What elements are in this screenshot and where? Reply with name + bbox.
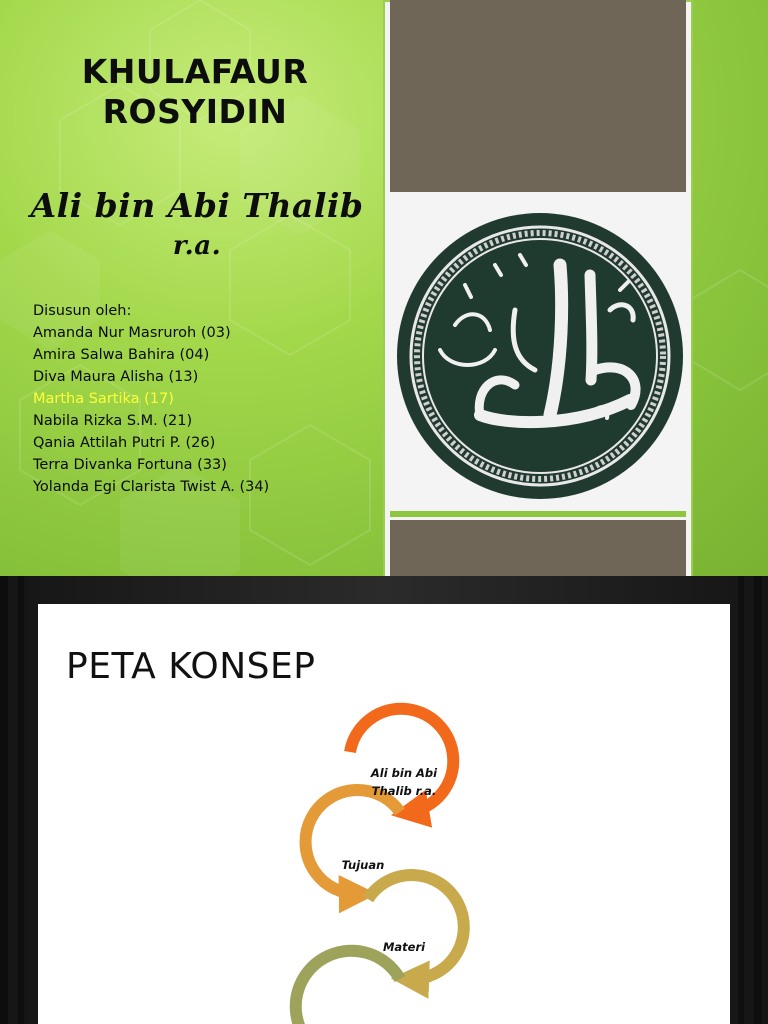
- calligraphy-medallion-image: [395, 210, 685, 505]
- author-heading: Disusun oleh:: [33, 303, 132, 319]
- author-item: Amira Salwa Bahira (04): [33, 347, 210, 363]
- concept-map-slide: [0, 576, 768, 1024]
- concept-node-label-2: Tujuan: [341, 858, 385, 872]
- author-item: Yolanda Egi Clarista Twist A. (34): [33, 479, 270, 495]
- slide-subtitle: [8, 186, 386, 266]
- author-item: Nabila Rizka S.M. (21): [33, 413, 193, 429]
- slide-subtitle-line2: r.a.: [172, 231, 222, 261]
- slide-subtitle-line1: Ali bin Abi Thalib: [30, 186, 364, 225]
- author-item: Diva Maura Alisha (13): [33, 369, 199, 385]
- slide-content-panel: [38, 604, 730, 1024]
- concept-node-label-1: Ali bin Abi Thalib r.a.: [370, 766, 438, 798]
- concept-flow-diagram: [38, 604, 730, 1024]
- slide-title-line1: KHULAFAUR: [81, 52, 309, 91]
- author-item: Qania Attilah Putri P. (26): [33, 435, 216, 451]
- concept-node-arc-4: [296, 951, 400, 1024]
- author-item-highlighted: Martha Sartika (17): [33, 391, 174, 407]
- slide-title: [20, 52, 370, 132]
- author-item: Amanda Nur Masruroh (03): [33, 325, 231, 341]
- author-list: [33, 300, 269, 498]
- picture-frame-top-block: [390, 0, 686, 192]
- author-item: Terra Divanka Fortuna (33): [33, 457, 227, 473]
- picture-frame-accent-line: [390, 511, 686, 517]
- concept-node-label-3: Materi: [382, 940, 426, 954]
- slide-title-line2: ROSYIDIN: [102, 92, 288, 131]
- slide-title: PETA KONSEP: [66, 646, 316, 687]
